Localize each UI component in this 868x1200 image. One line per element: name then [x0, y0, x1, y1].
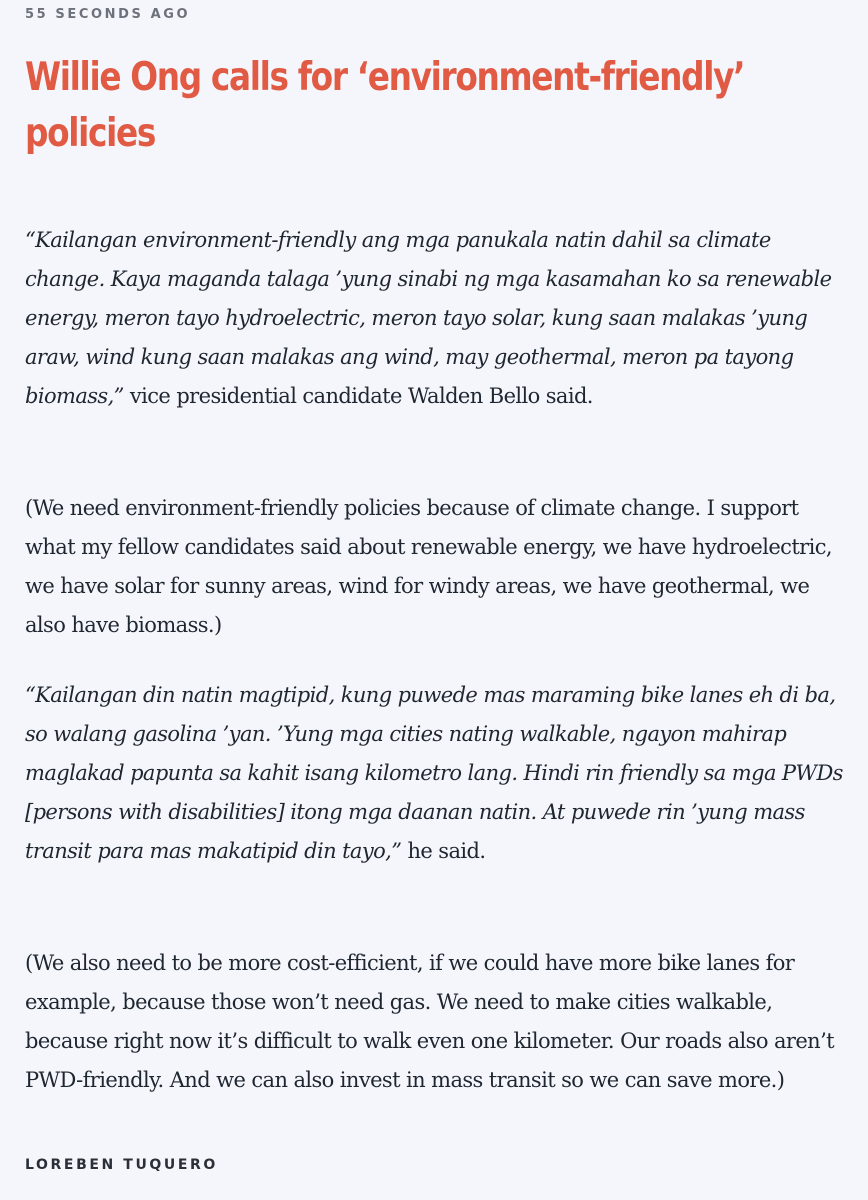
- quote-attribution: he said.: [401, 839, 486, 863]
- post-headline: Willie Ong calls for ‘environment-friendly’ policies: [25, 55, 745, 156]
- post-paragraph-1: [25, 221, 843, 416]
- post-byline[interactable]: LOREBEN TUQUERO: [25, 1157, 218, 1173]
- post-timestamp: 55 SECONDS AGO: [25, 7, 191, 22]
- post-paragraph-4: (We also need to be more cost-efficient, if we could have more bike lanes for example, because those won’t need gas. We need to make cities walkable, because right now it’s difficult to walk even one kilometer. Our roads also aren’t PWD-friendly. And we can also invest in mass transit so we can save more.): [25, 951, 834, 1092]
- quote-attribution: vice presidential candidate Walden Bello said.: [123, 384, 593, 408]
- post-paragraph-3: [25, 676, 843, 871]
- quote-text: “Kailangan environment-friendly ang mga panukala natin dahil sa climate change. Kaya maganda talaga ’yung sinabi ng mga kasamahan ko sa renewable energy, meron tayo hydroelectric, meron tayo solar, kung saan malakas ’yung araw, wind kung saan malakas ang wind, may geothermal, meron pa tayong biomass,”: [25, 228, 832, 408]
- quote-text: “Kailangan din natin magtipid, kung puwede mas maraming bike lanes eh di ba, so walang gasolina ’yan. ’Yung mga cities nating walkable, ngayon mahirap maglakad papunta sa kahit isang kilometro lang. Hindi rin friendly sa mga PWDs [persons with disabilities] itong mga daanan natin. At puwede rin ’yung mass transit para mas makatipid din tayo,”: [25, 683, 843, 863]
- post-paragraph-2: (We need environment-friendly policies because of climate change. I support what my fellow candidates said about renewable energy, we have hydroelectric, we have solar for sunny areas, wind for windy areas, we have geothermal, we also have biomass.): [25, 496, 832, 637]
